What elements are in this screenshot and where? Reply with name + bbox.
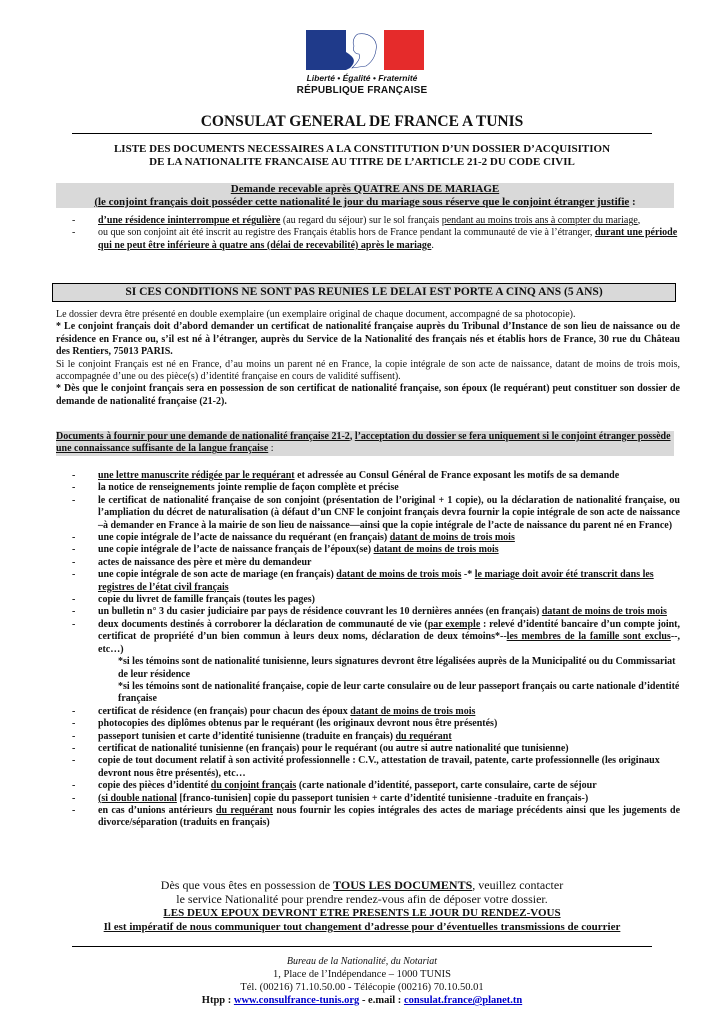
list-item: *si les témoins sont de nationalité tunisienne, leurs signatures devront être légalisées auprès de la Municipalité ou du Commissariat de leur résidence [118, 656, 676, 680]
paragraph: Si le conjoint Français est né en France, d’au moins un parent né en France, la copie intégrale de son acte de naissance, datant de moins de trois mois, accompagnée d’une ou des pièce(s) d’identité française en cours de validité suffisent). [56, 358, 680, 383]
text: une copie intégrale de l’acte de naissance du requérant (en français) [98, 532, 390, 544]
text: l’acceptation du dossier se fera uniquement si le conjoint étranger possède une connaissance suffisante de la langue française [56, 431, 671, 455]
website-link[interactable]: www.consulfrance-tunis.org [233, 995, 360, 1006]
text: -* [461, 569, 475, 581]
text: copie des pièces d’identité [98, 780, 211, 792]
list-heading [0, 143, 724, 169]
list-item: - certificat de nationalité tunisienne (en français) pour le requérant (ou autre si autre nationalité que tunisienne) [56, 743, 680, 755]
documents-heading [56, 431, 674, 456]
list-item [56, 227, 680, 252]
text: TOUS LES DOCUMENTS [333, 878, 473, 892]
list-item: - photocopies des diplômes obtenus par le requérant (les originaux devront nous être présentés) [56, 718, 680, 730]
footer-address: 1, Place de l’Indépendance – 1000 TUNIS [273, 969, 451, 980]
list-item: - copie de tout document relatif à son activité professionnelle : C.V., attestation de travail, patente, carte professionnelle (les originaux devront nous être présentés), etc… [56, 755, 680, 780]
closing-line: le service Nationalité pour prendre rendez-vous afin de déposer votre dossier. [176, 892, 548, 906]
text: : relevé d’identité bancaire d’un compte joint, certificat de propriété d’un bien commun à leurs deux noms, déclaration de deux témoins*-- [98, 618, 680, 643]
paragraph: Le dossier devra être présenté en double exemplaire (un exemplaire original de chaque document, accompagné de sa photocopie). [56, 309, 576, 320]
demande-line [56, 196, 674, 209]
text: durant une période qui ne peut être inférieure à quatre ans (délai de recevabilité) après le mariage [98, 227, 678, 251]
text: un bulletin n° 3 du casier judiciaire par pays de résidence couvrant les 10 dernières années (en français) [98, 606, 542, 618]
divider [72, 133, 652, 134]
list-item [56, 731, 680, 743]
list-item: *si les témoins sont de nationalité française, copie de leur carte consulaire ou de leur passeport français ou carte nationale d’identité française [118, 680, 680, 705]
list-heading-line: DE LA NATIONALITE FRANCAISE AU TITRE DE L’ARTICLE 21-2 DU CODE CIVIL [149, 156, 575, 168]
text: Htpp : [201, 995, 234, 1006]
text: du conjoint français [210, 780, 297, 792]
text: (si double national [98, 792, 177, 804]
text: --, etc…) [98, 631, 680, 655]
list-item [56, 544, 680, 556]
text: une lettre manuscrite rédigée par le requérant [98, 470, 295, 481]
punct: . [431, 239, 434, 251]
list-item [56, 793, 680, 805]
demande-line: Demande recevable après QUATRE ANS DE MARIAGE [230, 183, 500, 195]
instructions [56, 309, 680, 408]
footer [0, 955, 724, 1007]
text: datant de moins de trois mois [541, 606, 667, 618]
footer-phone: Tél. (00216) 71.10.50.00 - Télécopie (00216) 70.10.50.01 [240, 982, 484, 993]
punct: : [629, 195, 636, 208]
punct: : [268, 443, 274, 455]
list-item [56, 619, 680, 656]
text: les membres de la famille sont exclus [506, 631, 671, 643]
email-link[interactable]: consulat.france@planet.tn [403, 995, 523, 1006]
closing-line: LES DEUX EPOUX DEVRONT ETRE PRESENTS LE JOUR DU RENDEZ-VOUS [163, 907, 561, 919]
text: en cas d’unions antérieurs [98, 804, 216, 816]
text: du requérant [395, 730, 452, 742]
list-item [56, 780, 680, 792]
list-item: - la notice de renseignements jointe remplie de façon complète et précise [56, 482, 680, 494]
list-item [56, 215, 680, 227]
text: datant de moins de trois mois [373, 544, 499, 556]
text: une copie intégrale de l’acte de naissance français de l’époux(se) [98, 544, 374, 556]
list-item: - copie du livret de famille français (toutes les pages) [56, 594, 680, 606]
punct: , [349, 431, 355, 442]
closing-notice [0, 878, 724, 934]
text: du requérant [215, 804, 274, 816]
paragraph: * Le conjoint français doit d’abord demander un certificat de nationalité française auprès du Tribunal d’Instance de son lieu de naissance ou de résidence en France ou, s’il est né à l’étranger, auprès du Service de la Nationalité des français nés et établis hors de France, 30 rue du Château des Rentiers, 75013 PARIS. [56, 321, 680, 358]
list-item: - le certificat de nationalité française de son conjoint (présentation de l’original + 1 copie), ou la déclaration de nationalité française, ou l’ampliation du décret de naturalisation (à défaut d’un CNF le conjoint français devra fournir la copie intégrale de son acte de naissance –à demander en France à la mairie de son lieu de naissance—ainsi que la copie intégrale de l’acte de naissance du parent né en France) [56, 495, 680, 532]
text: ou que son conjoint ait été inscrit au registre des Français établis hors de France pendant la communauté de vie à l’étranger, [98, 227, 595, 239]
list-item [56, 805, 680, 830]
text: une copie intégrale de son acte de mariage (en français) [98, 569, 337, 581]
five-year-notice: SI CES CONDITIONS NE SONT PAS REUNIES LE DELAI EST PORTE A CINQ ANS (5 ANS) [52, 283, 676, 302]
text: Dès que vous êtes en possession de [160, 878, 334, 892]
list-heading-line: LISTE DES DOCUMENTS NECESSAIRES A LA CONSTITUTION D’UN DOSSIER D’ACQUISITION [113, 143, 611, 155]
footer-bureau: Bureau de la Nationalité, du Notariat [286, 956, 438, 967]
republic-label: RÉPUBLIQUE FRANÇAISE [296, 85, 428, 96]
list-item [56, 532, 680, 544]
text: datant de moins de trois mois [389, 532, 515, 544]
divider [72, 946, 652, 947]
punct: , [637, 215, 641, 226]
text: - e.mail : [359, 995, 404, 1006]
conditions-list [56, 215, 680, 252]
text: passeport tunisien et carte d’identité tunisienne (traduite en français) [98, 730, 396, 742]
footer-contact [0, 994, 724, 1007]
text: et adressée au Consul Général de France exposant les motifs de sa demande [294, 470, 620, 481]
text: datant de moins de trois mois [336, 569, 462, 581]
list-item: - actes de naissance des père et mère du demandeur [56, 557, 680, 569]
list-item [56, 706, 680, 718]
text: par exemple [427, 618, 481, 630]
text: pendant au moins trois ans à compter du mariage [441, 215, 638, 226]
text: deux documents destinés à corroborer la déclaration de communauté de vie ( [98, 618, 428, 630]
paragraph: * Dès que le conjoint français sera en possession de son certificat de nationalité française, son époux (le requérant) peut constituer son dossier de demande de nationalité française (21-2). [56, 383, 680, 407]
page-title: CONSULAT GENERAL DE FRANCE A TUNIS [200, 113, 524, 130]
text: certificat de résidence (en français) pour chacun des époux [98, 705, 351, 717]
text: d’une résidence ininterrompue et régulière [98, 215, 281, 226]
closing-line: Il est impératif de nous communiquer tout changement d’adresse pour d’éventuelles transmissions de courrier [103, 921, 621, 933]
list-item [56, 606, 680, 618]
closing-line [0, 878, 724, 892]
text: nous fournir les copies intégrales des actes de mariage précédents ainsi que les jugements de divorce/séparation (traduits en français) [98, 804, 681, 829]
text: (au regard du séjour) sur le sol français [280, 215, 442, 226]
motto: Liberté • Égalité • Fraternité [306, 73, 418, 83]
text: (carte nationale d’identité, passeport, carte consulaire, carte de séjour [296, 780, 597, 792]
list-item [56, 470, 680, 482]
documents-list [56, 470, 680, 830]
text: , veuillez contacter [472, 878, 564, 892]
text: [franco-tunisien] copie du passeport tunisien + carte d’identité tunisienne -traduite en français-) [176, 792, 589, 804]
text: datant de moins de trois mois [350, 705, 476, 717]
demande-condition: (le conjoint français doit posséder cette nationalité le jour du mariage sous réserve que le conjoint étranger justifie [94, 195, 630, 208]
text: Documents à fournir pour une demande de nationalité française 21-2 [56, 431, 350, 442]
list-item [56, 569, 680, 594]
demande-banner [56, 183, 674, 208]
text: le mariage doit avoir été transcrit dans les registres de l’état civil français [98, 569, 654, 593]
